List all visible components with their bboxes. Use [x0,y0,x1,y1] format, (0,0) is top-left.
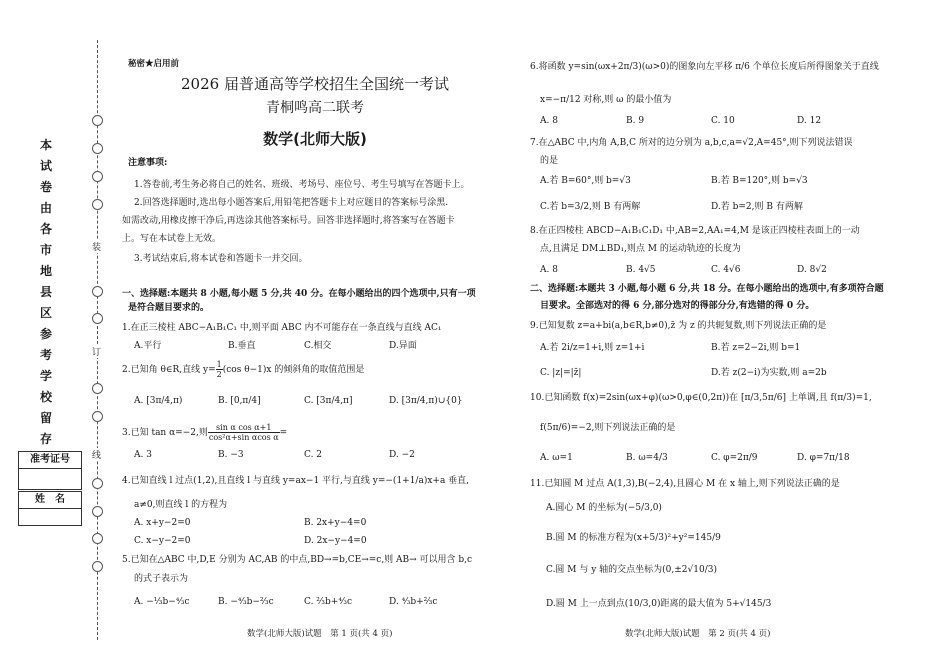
sidebar-char: 县 [40,285,53,299]
q3-option-c[interactable]: C. 2 [304,450,323,460]
q6-option-a[interactable]: A. 8 [540,116,558,126]
q4-option-b[interactable]: B. 2x+y−4=0 [304,518,367,528]
sidebar-char: 参 [40,327,53,341]
notice-2-cont: 如需改动,用橡皮擦干净后,再选涂其他答案标号。回答非选择题时,将答案写在答题卡 [122,216,455,226]
q11-option-b[interactable]: B.圆 M 的标准方程为(x+5/3)²+y²=145/9 [546,533,721,543]
exam-number-label: 准考证号 [19,452,81,469]
q4-option-c[interactable]: C. x−y−2=0 [134,536,191,546]
sidebar-char: 留 [40,411,53,425]
q3-text-pre: 3.已知 tan α=−2,则 [122,428,208,438]
q5-option-a[interactable]: A. −⅓b−⁴⁄₃c [134,597,190,607]
question-6-cont: x=−π/12 对称,则 ω 的最小值为 [540,95,672,105]
q1-option-a[interactable]: A.平行 [134,341,162,351]
q4-option-a[interactable]: A. x+y−2=0 [134,518,191,528]
q1-option-d[interactable]: D.异面 [389,341,417,351]
q2-text-pre: 2.已知角 θ∈R,直线 y= [122,365,216,375]
sidebar-char: 区 [40,306,53,320]
exam-subtitle: 青桐鸣高二联考 [266,100,364,116]
section2-heading: 二、选择题:本题共 3 小题,每小题 6 分,共 18 分。在每小题给出的选项中,有多项符合题 [530,284,884,294]
binding-line [97,40,98,640]
q2-option-d[interactable]: D. [3π/4,π)∪{0} [389,396,463,406]
q3-option-d[interactable]: D. −2 [389,450,415,460]
q6-option-c[interactable]: C. 10 [711,116,735,126]
subject-title: 数学(北师大版) [263,130,367,148]
q5-option-b[interactable]: B. −⁴⁄₃b−⅔c [218,597,274,607]
exam-number-box[interactable] [18,451,82,490]
notice-1: 1.答卷前,考生务必将自己的姓名、班级、考场号、座位号、考生号填写在答题卡上。 [134,180,470,190]
sidebar-char: 学 [40,369,53,383]
q6-option-d[interactable]: D. 12 [797,116,822,126]
question-2 [122,360,364,379]
section1-heading: 一、选择题:本题共 8 小题,每小题 5 分,共 40 分。在每小题给出的四个选项中,只有一项 [122,289,476,299]
notice-2: 2.回答选择题时,选出每小题答案后,用铅笔把答题卡上对应题目的答案标号涂黑. [134,198,449,208]
question-7: 7.在△ABC 中,内角 A,B,C 所对的边分别为 a,b,c,a=√2,A=45°,则下列说法错误 [530,138,853,148]
question-3 [122,423,287,442]
binding-hole [92,561,103,572]
question-10-cont: f(5π/6)=−2,则下列说法正确的是 [540,423,676,433]
exam-number-field[interactable] [19,469,81,489]
question-10: 10.已知函数 f(x)=2sin(ωx+φ)(ω>0,φ∈(0,2π))在 [π/3,5π/6] 上单调,且 f(π/3)=1, [530,393,872,403]
binding-char-ding: 订 [92,345,101,358]
q3-option-a[interactable]: A. 3 [134,450,152,460]
binding-hole [92,143,103,154]
question-1: 1.在正三棱柱 ABC−A₁B₁C₁ 中,则平面 ABC 内不可能存在一条直线与直线 AC₁ [122,323,442,333]
section1-heading-cont: 是符合题目要求的。 [128,303,210,313]
q7-option-d[interactable]: D.若 b=2,则 B 有两解 [711,202,803,212]
q9-option-b[interactable]: B.若 z=2−2i,则 b=1 [711,343,801,353]
binding-hole [92,199,103,210]
binding-char-zhuang: 装 [92,240,101,253]
q2-option-a[interactable]: A. [3π/4,π) [134,396,183,406]
q2-frac-num: 1 [216,360,222,369]
q8-option-d[interactable]: D. 8√2 [797,265,827,275]
sidebar-char: 地 [40,264,53,278]
exam-title: 2026 届普通高等学校招生全国统一考试 [181,75,449,93]
q7-option-a[interactable]: A.若 B=60°,则 b=√3 [540,176,631,186]
binding-hole [92,533,103,544]
q3-fraction [208,423,280,442]
q3-text-post: = [279,428,288,438]
q9-option-c[interactable]: C. |z|=|z̄| [540,368,582,378]
q1-option-b[interactable]: B.垂直 [228,341,256,351]
question-5: 5.已知在△ABC 中,D,E 分别为 AC,AB 的中点,BD→=b,CE→=c,则 AB→ 可以用含 b,c [122,555,473,565]
page-footer-left: 数学(北师大版)试题 第 1 页(共 4 页) [247,629,393,639]
q8-option-b[interactable]: B. 4√5 [626,265,656,275]
q3-frac-den: cos²α+sin αcos α [208,433,279,442]
notice-2-end: 上。写在本试卷上无效。 [122,234,222,244]
name-label: 姓 名 [19,492,81,509]
page-footer-right: 数学(北师大版)试题 第 2 页(共 4 页) [625,629,771,639]
q2-frac-den: 2 [216,370,222,379]
q8-option-c[interactable]: C. 4√6 [711,265,741,275]
q2-fraction [216,360,223,379]
sidebar-char: 本 [40,138,53,152]
q7-option-c[interactable]: C.若 b=3/2,则 B 有两解 [540,202,641,212]
q11-option-a[interactable]: A.圆心 M 的坐标为(−5/3,0) [546,503,662,513]
q2-option-c[interactable]: C. [3π/4,π] [304,396,353,406]
binding-hole [92,506,103,517]
sidebar-char: 考 [40,348,53,362]
q8-option-a[interactable]: A. 8 [540,265,558,275]
q3-frac-num: sin α cos α+1 [208,423,280,433]
notice-3: 3.考试结束后,将本试卷和答题卡一并交回。 [134,254,308,264]
name-box[interactable] [18,491,82,526]
binding-hole [92,411,103,422]
q9-option-a[interactable]: A.若 2i/z=1+i,则 z=1+i [540,343,645,353]
q1-option-c[interactable]: C.相交 [304,341,332,351]
binding-char-xian: 线 [92,448,101,461]
binding-hole [92,313,103,324]
q2-text-post: (cos θ−1)x 的倾斜角的取值范围是 [222,365,365,375]
q9-option-d[interactable]: D.若 z(2−i)为实数,则 a=2b [711,368,827,378]
sidebar-char: 市 [40,243,53,257]
q10-option-a[interactable]: A. ω=1 [540,453,573,463]
secret-mark: 秘密★启用前 [128,59,180,69]
q6-option-b[interactable]: B. 9 [626,116,645,126]
sidebar-char: 试 [40,159,53,173]
sidebar-char: 由 [40,201,53,215]
q11-option-c[interactable]: C.圆 M 与 y 轴的交点坐标为(0,±2√10/3) [546,565,717,575]
q10-option-c[interactable]: C. φ=2π/9 [711,453,758,463]
q10-option-b[interactable]: B. ω=4/3 [626,453,668,463]
question-8-cont: 点,且满足 DM⊥BD₁,则点 M 的运动轨迹的长度为 [540,244,741,254]
sidebar-char: 各 [40,222,53,236]
sidebar-char: 校 [40,390,53,404]
name-field[interactable] [19,509,81,525]
q7-option-b[interactable]: B.若 B=120°,则 b=√3 [711,176,808,186]
binding-hole [92,286,103,297]
q11-option-d[interactable]: D.圆 M 上一点到点(10/3,0)距离的最大值为 5+√145/3 [546,599,772,609]
binding-hole [92,115,103,126]
question-8: 8.在正四棱柱 ABCD−A₁B₁C₁D₁ 中,AB=2,AA₁=4,M 是该正四棱柱表面上的一动 [530,226,860,236]
binding-hole [92,383,103,394]
binding-hole [92,171,103,182]
question-7-cont: 的是 [540,156,559,166]
sidebar-char: 存 [40,432,53,446]
question-4-cont: a≠0,则直线 l 的方程为 [134,500,228,510]
q5-option-c[interactable]: C. ⅔b+⁴⁄₃c [304,597,353,607]
question-5-cont: 的式子表示为 [134,574,189,584]
question-9: 9.已知复数 z=a+bi(a,b∈R,b≠0),z̄ 为 z 的共轭复数,则下列说法正确的是 [530,321,827,331]
sidebar-char: 卷 [40,180,53,194]
q10-option-d[interactable]: D. φ=7π/18 [797,453,850,463]
q3-option-b[interactable]: B. −3 [218,450,244,460]
binding-hole [92,478,103,489]
q2-option-b[interactable]: B. [0,π/4] [218,396,261,406]
question-6: 6.将函数 y=sin(ωx+2π/3)(ω>0)的图象向左平移 π/6 个单位长度后所得图象关于直线 [530,62,879,72]
section2-heading-cont: 目要求。全部选对的得 6 分,部分选对的得部分分,有选错的得 0 分。 [540,301,815,311]
question-4: 4.已知直线 l 过点(1,2),且直线 l 与直线 y=ax−1 平行,与直线 y=−(1+1/a)x+a 垂直, [122,476,470,486]
q4-option-d[interactable]: D. 2x−y−4=0 [304,536,367,546]
q5-option-d[interactable]: D. ⁴⁄₃b+⅔c [389,597,438,607]
notice-heading: 注意事项: [128,158,168,168]
question-11: 11.已知圆 M 过点 A(1,3),B(−2,4),且圆心 M 在 x 轴上,则下列说法正确的是 [530,479,840,489]
